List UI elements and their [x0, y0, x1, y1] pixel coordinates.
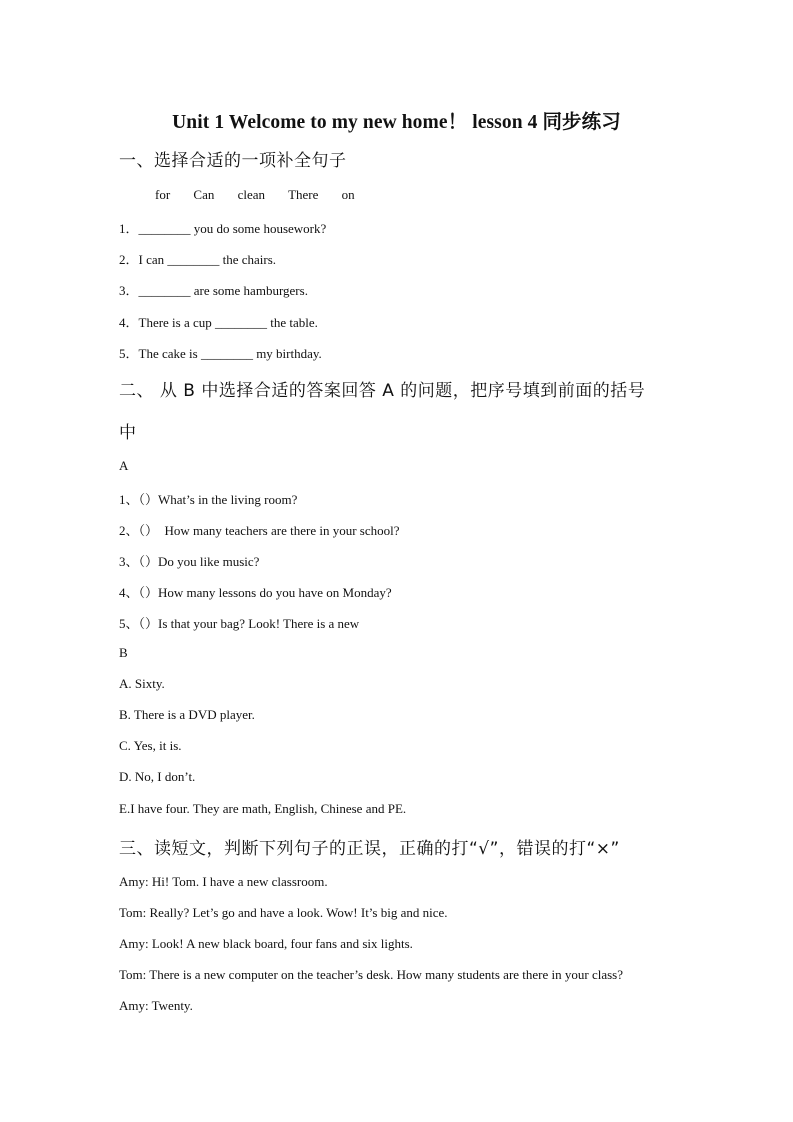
question-item: 1、（）What’s in the living room?: [119, 492, 298, 507]
fill-blank-item: 5．The cake is ________ my birthday.: [119, 346, 322, 361]
fill-blank-item: 2．I can ________ the chairs.: [119, 252, 277, 267]
answer-item: E.I have four. They are math, English, Chinese and PE.: [119, 801, 407, 816]
dialogue-line: Amy: Hi! Tom. I have a new classroom.: [119, 874, 328, 889]
section-2-heading-cont: 中: [119, 423, 137, 443]
question-item: 2、（） How many teachers are there in your school?: [119, 523, 400, 538]
column-b-label: B: [119, 645, 128, 660]
page-title: Unit 1 Welcome to my new home！ lesson 4 同步练习: [172, 112, 621, 133]
answer-item: A. Sixty.: [119, 676, 165, 691]
word-bank-item: for: [155, 187, 171, 202]
dialogue-line: Tom: There is a new computer on the teacher’s desk. How many students are there in your class?: [119, 967, 624, 982]
word-bank-item: on: [341, 187, 355, 202]
column-a-label: A: [119, 458, 129, 473]
answer-item: B. There is a DVD player.: [119, 707, 255, 722]
section-2-heading: 二、 从 B 中选择合适的答案回答 A 的问题，把序号填到前面的括号: [119, 381, 646, 401]
word-bank-item: Can: [193, 187, 215, 202]
answer-item: D. No, I don’t.: [119, 769, 196, 784]
dialogue-line: Amy: Twenty.: [119, 998, 193, 1013]
answer-item: C. Yes, it is.: [119, 738, 182, 753]
word-bank-item: clean: [237, 187, 266, 202]
word-bank: [155, 187, 375, 203]
fill-blank-item: 1．________ you do some housework?: [119, 221, 327, 236]
fill-blank-item: 4．There is a cup ________ the table.: [119, 315, 318, 330]
dialogue-line: Tom: Really? Let’s go and have a look. Wow! It’s big and nice.: [119, 905, 448, 920]
question-item: 3、（）Do you like music?: [119, 554, 260, 569]
section-3-heading: 三、读短文，判断下列句子的正误，正确的打“√”，错误的打“×”: [119, 839, 620, 859]
question-item: 4、（）How many lessons do you have on Monday?: [119, 585, 392, 600]
section-1-heading: 一、选择合适的一项补全句子: [119, 151, 347, 171]
word-bank-item: There: [288, 187, 319, 202]
fill-blank-item: 3．________ are some hamburgers.: [119, 283, 308, 298]
question-item: 5、（）Is that your bag? Look! There is a new: [119, 616, 360, 631]
dialogue-line: Amy: Look! A new black board, four fans and six lights.: [119, 936, 413, 951]
